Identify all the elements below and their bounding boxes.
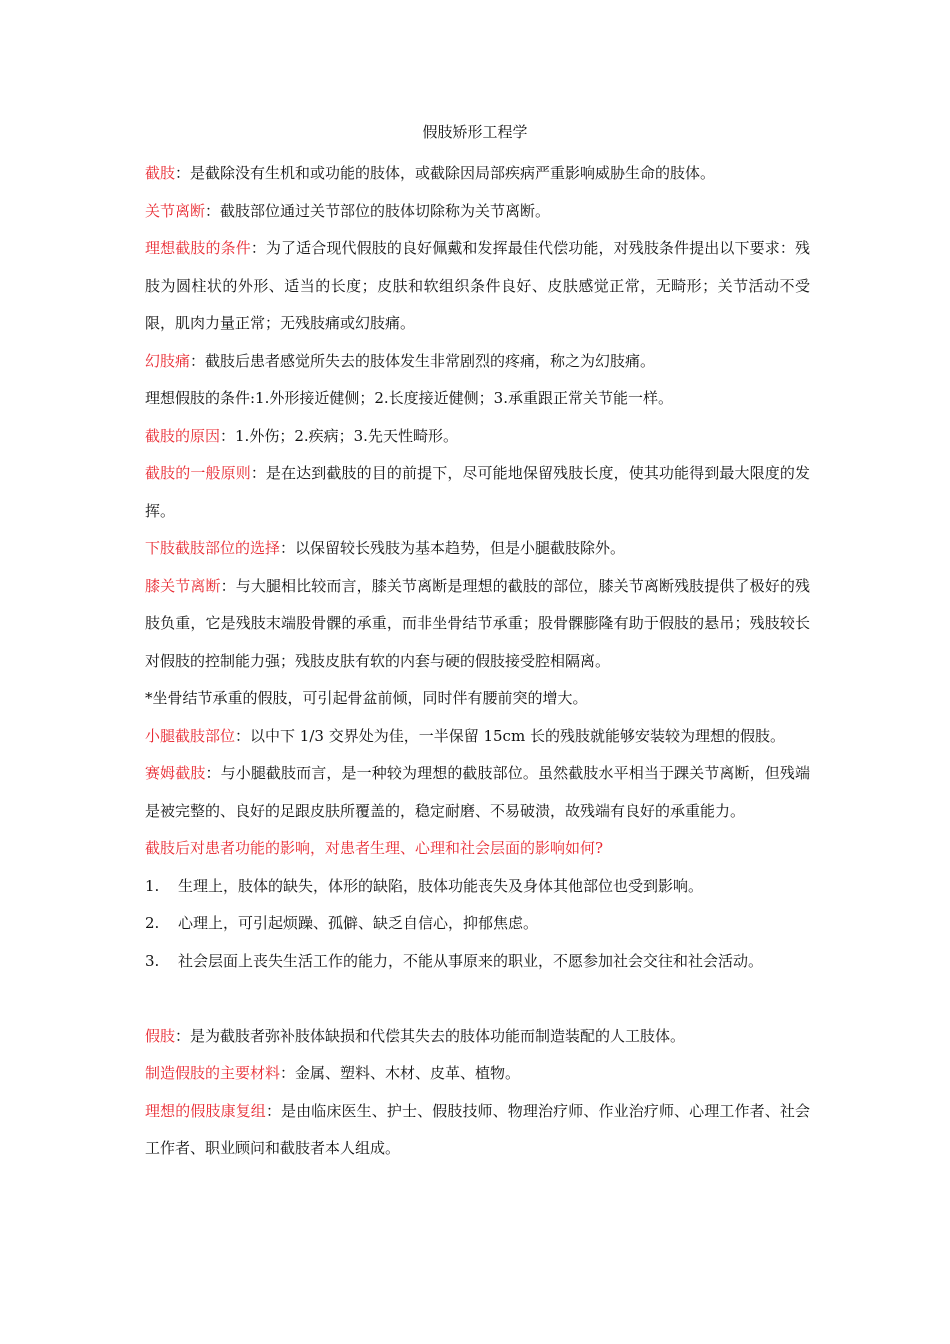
paragraph-phantom-pain — [145, 343, 810, 381]
definition: ：与大腿相比较而言，膝关节离断是理想的截肢的部位，膝关节离断残肢提供了极好的残肢负重，它是残肢末端股骨髁的承重，而非坐骨结节承重；股骨髁膨隆有助于假肢的悬吊；残肢较长对假肢的控制能力强；残肢皮肤有软的内套与硬的假肢接受腔相隔离。 — [145, 576, 810, 670]
definition: ：以保留较长残肢为基本趋势，但是小腿截肢除外。 — [280, 539, 626, 557]
term: 假肢 — [145, 1026, 176, 1045]
definition: ：是为截肢者弥补肢体缺损和代偿其失去的肢体功能而制造装配的人工肢体。 — [175, 1026, 686, 1045]
term: 赛姆截肢 — [145, 764, 206, 782]
paragraph-ideal-prosthesis — [145, 380, 810, 418]
list-number: 2. — [145, 914, 160, 932]
list-text: 生理上，肢体的缺失，体形的缺陷，肢体功能丧失及身体其他部位也受到影响。 — [178, 876, 704, 895]
paragraph-disarticulation — [145, 193, 810, 231]
paragraph-principles — [145, 455, 810, 530]
definition: ：是在达到截肢的目的前提下，尽可能地保留残肢长度，使其功能得到最大限度的发挥。 — [145, 464, 810, 520]
paragraph-amputation — [145, 155, 810, 193]
definition: ：金属、塑料、木材、皮革、植物。 — [280, 1064, 521, 1082]
paragraph-causes — [145, 418, 810, 456]
term: 幻肢痛 — [145, 351, 191, 370]
paragraph-below-knee-site — [145, 718, 810, 756]
paragraph-knee-disarticulation — [145, 568, 810, 681]
term: 理想截肢的条件 — [145, 239, 251, 257]
paragraph-ideal-amputation — [145, 230, 810, 343]
list-item — [145, 868, 810, 906]
paragraph-syme-amputation — [145, 755, 810, 830]
list-item — [145, 905, 810, 943]
definition: 理想假肢的条件:1.外形接近健侧；2.长度接近健侧；3.承重跟正常关节能一样。 — [145, 389, 673, 407]
definition: ：截肢部位通过关节部位的肢体切除称为关节离断。 — [205, 201, 551, 220]
paragraph-lower-limb-site — [145, 530, 810, 568]
term: 理想的假肢康复组 — [145, 1101, 266, 1120]
term: 小腿截肢部位 — [145, 726, 236, 745]
list-number: 1. — [145, 876, 160, 895]
list-text: 社会层面上丧失生活工作的能力，不能从事原来的职业，不愿参加社会交往和社会活动。 — [178, 951, 764, 970]
definition: ：是由临床医生、护士、假肢技师、物理治疗师、作业治疗师、心理工作者、社会工作者、职业顾问和截肢者本人组成。 — [145, 1101, 810, 1157]
definition: ：1.外伤；2.疾病；3.先天性畸形。 — [220, 426, 458, 445]
paragraph-note — [145, 680, 810, 718]
list-text: 心理上，可引起烦躁、孤僻、缺乏自信心，抑郁焦虑。 — [178, 914, 539, 932]
term: 截肢的一般原则 — [145, 464, 251, 482]
definition: ：是截除没有生机和或功能的肢体，或截除因局部疾病严重影响威胁生命的肢体。 — [175, 164, 716, 182]
question-heading: 截肢后对患者功能的影响，对患者生理、心理和社会层面的影响如何? — [145, 839, 604, 857]
paragraph-prosthesis — [145, 1018, 810, 1056]
definition: ：以中下 1/3 交界处为佳，一半保留 15cm 长的残肢就能够安装较为理想的假肢。 — [235, 726, 785, 745]
definition: ：为了适合现代假肢的良好佩戴和发挥最佳代偿功能，对残肢条件提出以下要求：残肢为圆柱状的外形、适当的长度；皮肤和软组织条件良好、皮肤感觉正常，无畸形；关节活动不受限，肌肉力量正常；无残肢痛或幻肢痛。 — [145, 239, 810, 332]
term: 截肢的原因 — [145, 426, 221, 445]
document-body — [145, 155, 810, 1168]
list-item — [145, 943, 810, 981]
term: 制造假肢的主要材料 — [145, 1064, 281, 1082]
list-number: 3. — [145, 951, 160, 970]
definition: *坐骨结节承重的假肢，可引起骨盆前倾，同时伴有腰前突的增大。 — [145, 689, 588, 707]
definition: ：截肢后患者感觉所失去的肢体发生非常剧烈的疼痛，称之为幻肢痛。 — [190, 351, 656, 370]
document-title: 假肢矫形工程学 — [422, 123, 528, 141]
term: 关节离断 — [145, 201, 206, 220]
term: 截肢 — [145, 164, 176, 182]
paragraph-materials — [145, 1055, 810, 1093]
paragraph-rehab-team — [145, 1093, 810, 1168]
blank-line — [145, 980, 810, 1018]
term: 膝关节离断 — [145, 576, 221, 595]
term: 下肢截肢部位的选择 — [145, 539, 281, 557]
definition: ：与小腿截肢而言，是一种较为理想的截肢部位。虽然截肢水平相当于踝关节离断，但残端是被完整的、良好的足跟皮肤所覆盖的，稳定耐磨、不易破溃，故残端有良好的承重能力。 — [145, 764, 810, 820]
